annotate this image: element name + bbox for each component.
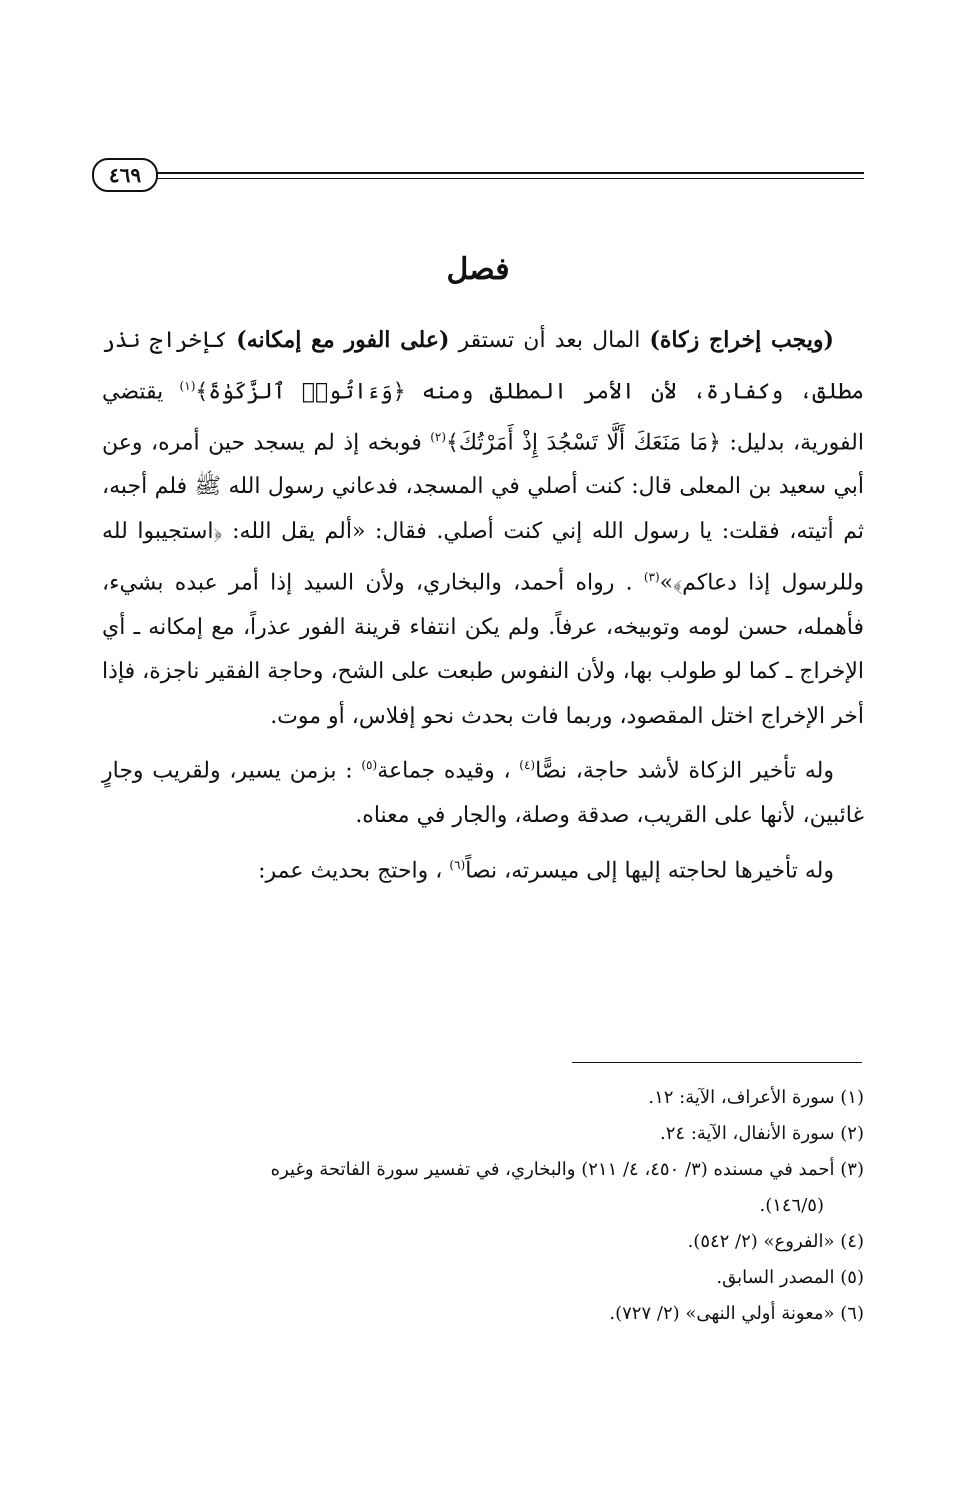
bold-phrase: (على الفور مع إمكانه) bbox=[236, 327, 450, 353]
footnote-ref: (٣) bbox=[643, 569, 660, 584]
page-number: ٤٦٩ bbox=[92, 158, 158, 192]
bold-lead: (ويجب إخراج زكاة) bbox=[649, 327, 834, 353]
paragraph bbox=[102, 318, 864, 739]
header-rule-thin bbox=[156, 178, 864, 179]
text-run: ، واحتج بحديث عمر: bbox=[258, 858, 450, 884]
footnote bbox=[102, 1224, 864, 1260]
footnote-number: (١) bbox=[840, 1087, 864, 1108]
footnote bbox=[102, 1296, 864, 1332]
text-run: المال بعد أن تستقر bbox=[449, 328, 650, 353]
footnote-number: (٢) bbox=[840, 1123, 864, 1144]
footnote-number: (٤) bbox=[840, 1231, 864, 1252]
text-run: كإخراج نذر مطلق، وكفارة، لأن الأمر المطلق ومنه ﴿وَءَاتُوا۟ ٱلزَّكَوٰةَ﴾ bbox=[102, 328, 864, 404]
text-run: : بزمن يسير، ولقريب وجارٍ غائبين، لأنها على القريب، صدقة وصلة، والجار في معناه. bbox=[102, 758, 864, 829]
footnote-text: أحمد في مسنده (٣/ ٤٥٠، ٤/ ٢١١) والبخاري، في تفسير سورة الفاتحة وغيره bbox=[270, 1159, 835, 1180]
footnote-number: (٦) bbox=[840, 1303, 864, 1324]
footnote bbox=[102, 1116, 864, 1152]
paragraph bbox=[102, 743, 864, 839]
main-text bbox=[102, 318, 864, 894]
footnote-text: «معونة أولي النهى» (٢/ ٧٢٧). bbox=[609, 1303, 835, 1324]
footnote-ref: (٦) bbox=[449, 857, 466, 872]
footnote bbox=[102, 1260, 864, 1296]
footnotes bbox=[102, 1080, 864, 1332]
footnote-ref: (٥) bbox=[361, 758, 378, 773]
page-header bbox=[92, 156, 864, 192]
footnote-text: سورة الأعراف، الآية: ١٢. bbox=[648, 1087, 835, 1108]
text-run: . رواه أحمد، والبخاري، ولأن السيد إذا أمر عبده بشيء، فأهمله، حسن لومه وتوبيخه، عرفاً. ولم يكن انتفاء قرينة الفور عذراً، مع إمكانه ـ أي الإخراج ـ كما لو طولب بها، ولأن النفوس طبعت على الشح، وحاجة الفقير ناجزة، فإذا أخر الإخراج اختل المقصود، وربما فات بحدث نحو إفلاس، أو موت. bbox=[102, 569, 864, 729]
footnote-text: «الفروع» (٢/ ٥٤٢). bbox=[687, 1231, 835, 1252]
footnote-continuation: (١٤٦/٥). bbox=[759, 1195, 824, 1216]
footnote-ref: (٢) bbox=[430, 429, 447, 444]
section-title: فصل bbox=[446, 252, 510, 287]
footnote-text: سورة الأنفال، الآية: ٢٤. bbox=[660, 1123, 835, 1144]
text-run: وله تأخير الزكاة لأشد حاجة، نصًّا bbox=[535, 758, 834, 784]
footnote-ref: (١) bbox=[179, 378, 196, 393]
text-run: يقتضي الفورية، بدليل: ﴿مَا مَنَعَكَ أَلَّا تَسْجُدَ إِذْ أَمَرْتُكَ﴾ bbox=[102, 378, 864, 455]
footnote-ref: (٤) bbox=[519, 758, 536, 773]
text-run: وله تأخيرها لحاجته إليها إلى ميسرته، نصاً bbox=[465, 858, 834, 884]
footnote bbox=[102, 1152, 864, 1224]
footnote-text: المصدر السابق. bbox=[716, 1267, 835, 1288]
text-run: ، وقيده جماعة bbox=[377, 758, 520, 784]
footnote-separator bbox=[572, 1062, 862, 1063]
text-run: فوبخه إذ لم يسجد حين أمره، وعن أبي سعيد بن المعلى قال: كنت أصلي في المسجد، فدعاني رسول الله ﷺ فلم أجبه، ثم أتيته، فقلت: يا رسول الله إني كنت أصلي. فقال: «ألم يقل الله: ﴿استجيبوا لله وللرسول إذا دعاكم﴾» bbox=[102, 429, 864, 595]
header-rule bbox=[156, 172, 864, 174]
paragraph bbox=[102, 843, 864, 894]
footnote bbox=[102, 1080, 864, 1116]
footnote-number: (٣) bbox=[840, 1159, 864, 1180]
footnote-number: (٥) bbox=[840, 1267, 864, 1288]
